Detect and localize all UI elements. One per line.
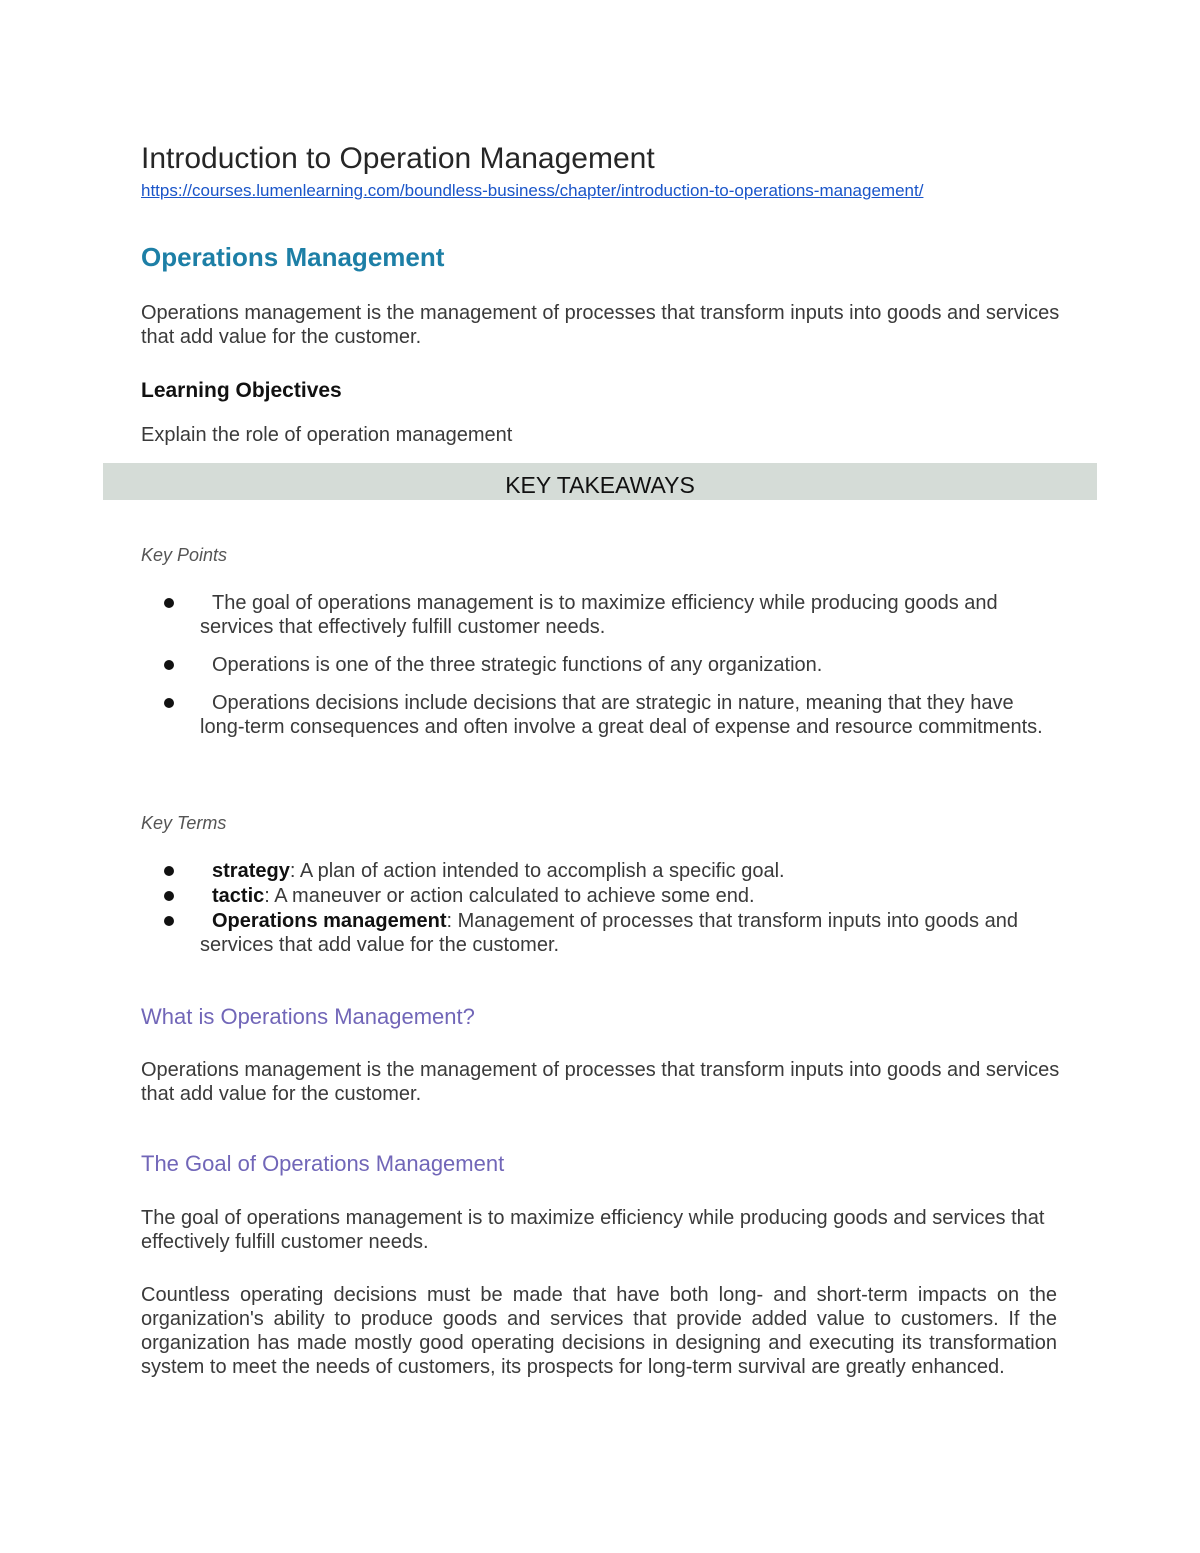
key-point-item: Operations is one of the three strategic functions of any organization. <box>212 654 823 676</box>
key-term-item <box>200 884 1045 908</box>
goal-heading: The Goal of Operations Management <box>141 1151 505 1176</box>
key-point-item: The goal of operations management is to maximize efficiency while producing goods and services that effectively fulfill customer needs. <box>200 592 998 638</box>
key-term-name: tactic <box>212 885 265 907</box>
key-term-definition: : A plan of action intended to accomplish a specific goal. <box>289 860 785 882</box>
intro-paragraph: Operations management is the management of processes that transform inputs into goods and services that add value for the customer. <box>141 302 1060 348</box>
source-link[interactable]: https://courses.lumenlearning.com/boundless-business/chapter/introduction-to-operations-management/ <box>141 181 924 200</box>
bullet-icon <box>164 916 174 926</box>
bullet-icon <box>164 598 174 608</box>
bullet-icon <box>164 660 174 670</box>
section-heading: Operations Management <box>141 242 445 272</box>
goal-paragraph: The goal of operations management is to maximize efficiency while producing goods and services that effectively fulfill customer needs. <box>141 1207 1045 1253</box>
bullet-icon <box>164 698 174 708</box>
decisions-paragraph: Countless operating decisions must be made that have both long- and short-term impacts on the organization's ability to produce goods and services that provide added value to customers. If the organization has made mostly good operating decisions in designing and executing its transformation system to meet the needs of customers, its prospects for long-term survival are greatly enhanced. <box>141 1284 1057 1378</box>
what-is-heading: What is Operations Management? <box>141 1004 475 1029</box>
document-title: Introduction to Operation Management <box>141 142 655 175</box>
learning-objective-text: Explain the role of operation management <box>141 424 513 446</box>
key-term-definition: : A maneuver or action calculated to achieve some end. <box>264 885 755 907</box>
key-term-name: strategy <box>212 860 290 882</box>
key-term-item <box>200 909 1045 957</box>
key-takeaways-banner <box>103 463 1097 500</box>
key-term-definition: : Management of processes that transform inputs into goods and services that add value for the customer. <box>200 910 1018 956</box>
key-points-label: Key Points <box>141 545 228 565</box>
bullet-icon <box>164 866 174 876</box>
key-takeaways-title: KEY TAKEAWAYS <box>505 472 695 498</box>
key-terms-label: Key Terms <box>141 813 227 833</box>
bullet-icon <box>164 891 174 901</box>
what-is-paragraph: Operations management is the management of processes that transform inputs into goods and services that add value for the customer. <box>141 1059 1060 1105</box>
key-point-item: Operations decisions include decisions that are strategic in nature, meaning that they have long-term consequences and often involve a great deal of expense and resource commitments. <box>200 692 1043 738</box>
key-term-name: Operations management <box>212 910 447 932</box>
learning-objectives-heading: Learning Objectives <box>141 379 342 402</box>
key-term-item <box>200 859 1045 883</box>
